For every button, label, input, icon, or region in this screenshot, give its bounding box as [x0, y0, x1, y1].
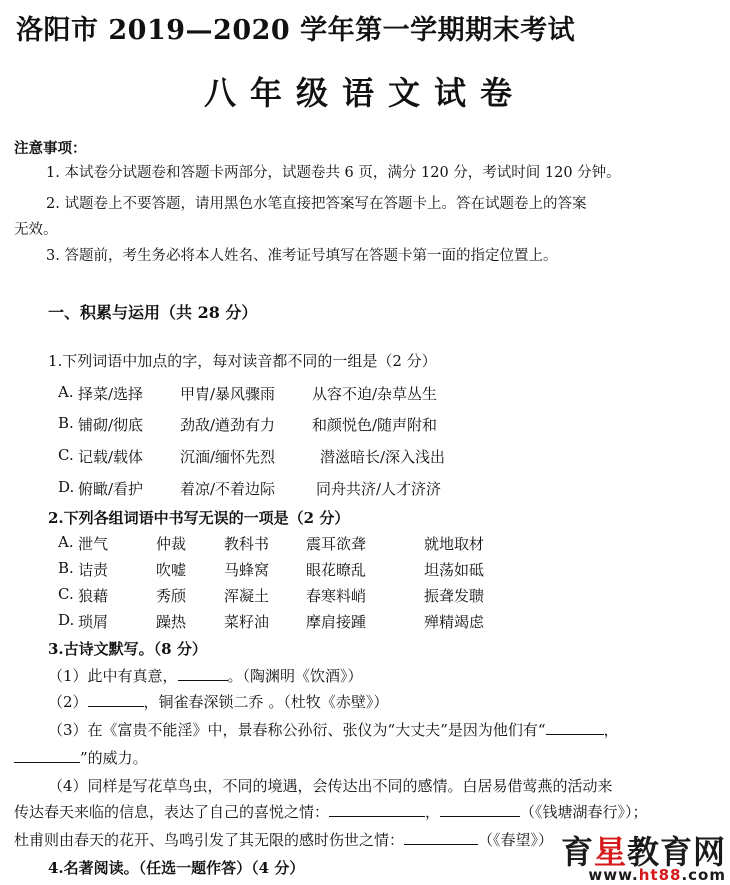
- q2-word: 泄气: [78, 535, 109, 553]
- q1-option-c: 从容不迫/杂草丛生: [312, 385, 438, 403]
- q2-word: 狼藉: [78, 587, 109, 605]
- q3-item-4-comma: ，: [425, 803, 441, 821]
- q2-word: 菜籽油: [224, 613, 270, 631]
- q3-item-3-comma: ，: [603, 721, 619, 739]
- q2-row-label: C.: [58, 585, 74, 603]
- q1-option-c: 同舟共济/人才济济: [316, 480, 442, 498]
- q1-option-a: 铺砌/彻底: [78, 416, 144, 434]
- q1-option-label: C.: [58, 446, 74, 464]
- answer-blank[interactable]: [329, 802, 425, 817]
- q3-item-3-cont: [14, 747, 148, 768]
- q3-item-4-pre: 传达春天来临的信息，表达了自己的喜悦之情：: [14, 803, 330, 821]
- q3-item-3-post: ”的威力。: [80, 749, 148, 767]
- q1-stem: 1.下列词语中加点的字，每对读音都不同的一组是（2 分）: [48, 352, 437, 370]
- notice-item-2: 2. 试题卷上不要答题，请用黑色水笔直接把答案写在答题卡上。答在试题卷上的答案: [46, 196, 587, 212]
- q3-item-3: [48, 719, 619, 740]
- q1-option-label: A.: [58, 383, 74, 401]
- q1-option-label: D.: [58, 478, 75, 496]
- q2-word: 震耳欲聋: [306, 535, 367, 553]
- q1-option-label: B.: [58, 414, 74, 432]
- q2-word: 躁热: [156, 613, 187, 631]
- q2-word: 眼花暸乱: [306, 561, 367, 579]
- q2-word: 马蜂窝: [224, 561, 270, 579]
- q1-option-b: 劲敌/遒劲有力: [180, 416, 276, 434]
- q3-stem: 3.古诗文默写。（8 分）: [48, 640, 207, 658]
- answer-blank[interactable]: [404, 830, 478, 845]
- q2-word: 吹嘘: [156, 561, 187, 579]
- notice-item-1: 1. 本试卷分试题卷和答题卡两部分，试题卷共 6 页，满分 120 分，考试时间 120 分钟。: [46, 165, 621, 181]
- q3-item-4: （4）同样是写花草鸟虫，不同的境遇，会传达出不同的感情。白居易借莺燕的活动来: [48, 777, 613, 795]
- q1-option-b: 着凉/不着边际: [180, 480, 276, 498]
- q2-word: 摩肩接踵: [306, 613, 367, 631]
- q2-word: 秀颀: [156, 587, 187, 605]
- notice-heading: 注意事项：: [14, 140, 87, 157]
- q3-item-4-line3: [14, 829, 553, 850]
- q4-stem: 4.名著阅读。（任选一题作答）（4 分）: [48, 859, 305, 877]
- q2-word: 春寒料峭: [306, 587, 367, 605]
- q1-option-c: 和颜悦色/随声附和: [312, 416, 438, 434]
- q3-item-2-post: ，铜雀春深锁二乔 。（杜牧《赤壁》）: [143, 693, 389, 711]
- answer-blank[interactable]: [178, 666, 228, 681]
- q2-row-label: D.: [58, 611, 75, 629]
- q2-word: 教科书: [224, 535, 270, 553]
- watermark-brand: 育星教育网: [560, 833, 726, 871]
- answer-blank[interactable]: [546, 720, 604, 735]
- q2-stem: 2.下列各组词语中书写无误的一项是（2 分）: [48, 509, 350, 527]
- q2-word: 诘责: [78, 561, 109, 579]
- q1-option-b: 甲胄/暴风骤雨: [180, 385, 276, 403]
- paper-title: 八年级语文试卷: [203, 74, 526, 112]
- q3-item-2: [48, 691, 388, 712]
- q3-item-4-source: （《钱塘湖春行》）；: [520, 803, 648, 821]
- q1-option-a: 记载/载体: [78, 448, 144, 466]
- q1-option-c: 潜滋暗长/深入浅出: [320, 448, 446, 466]
- q1-option-a: 择菜/选择: [78, 385, 144, 403]
- answer-blank[interactable]: [14, 748, 80, 763]
- q2-word: 浑凝土: [224, 587, 270, 605]
- section-1-title: 一、积累与运用（共 28 分）: [48, 303, 258, 322]
- q2-row-label: B.: [58, 559, 74, 577]
- q3-item-4-line3-source: （《春望》）: [478, 831, 554, 849]
- notice-item-3: 3. 答题前，考生务必将本人姓名、准考证号填写在答题卡第一面的指定位置上。: [46, 248, 558, 264]
- answer-blank[interactable]: [440, 802, 520, 817]
- q2-word: 振聋发聩: [424, 587, 485, 605]
- q3-item-4-line3-pre: 杜甫则由春天的花开、鸟鸣引发了其无限的感时伤世之情：: [14, 831, 405, 849]
- q1-option-b: 沉湎/缅怀先烈: [180, 448, 276, 466]
- q2-word: 坦荡如砥: [424, 561, 485, 579]
- q2-word: 琐屑: [78, 613, 109, 631]
- site-watermark: [560, 833, 726, 884]
- q3-item-4-line2: [14, 801, 648, 822]
- q3-item-1-post: 。（陶渊明《饮酒》）: [227, 667, 363, 685]
- q1-option-a: 俯瞰/看护: [78, 480, 144, 498]
- exam-title: 洛阳市 2019—2020 学年第一学期期末考试: [16, 15, 576, 46]
- notice-item-2-cont: 无效。: [14, 222, 58, 238]
- q3-item-2-pre: （2）: [48, 693, 88, 711]
- q3-item-3-text: （3）在《富贵不能淫》中，景春称公孙衍、张仪为“大丈夫”是因为他们有“: [48, 721, 546, 739]
- watermark-url: www.ht88.com: [588, 866, 726, 884]
- q3-item-1: [48, 665, 363, 686]
- q2-word: 仲裁: [156, 535, 187, 553]
- q2-row-label: A.: [58, 533, 74, 551]
- answer-blank[interactable]: [88, 692, 144, 707]
- q3-item-1-pre: （1）此中有真意，: [48, 667, 178, 685]
- q2-word: 就地取材: [424, 535, 485, 553]
- q2-word: 殚精竭虑: [424, 613, 485, 631]
